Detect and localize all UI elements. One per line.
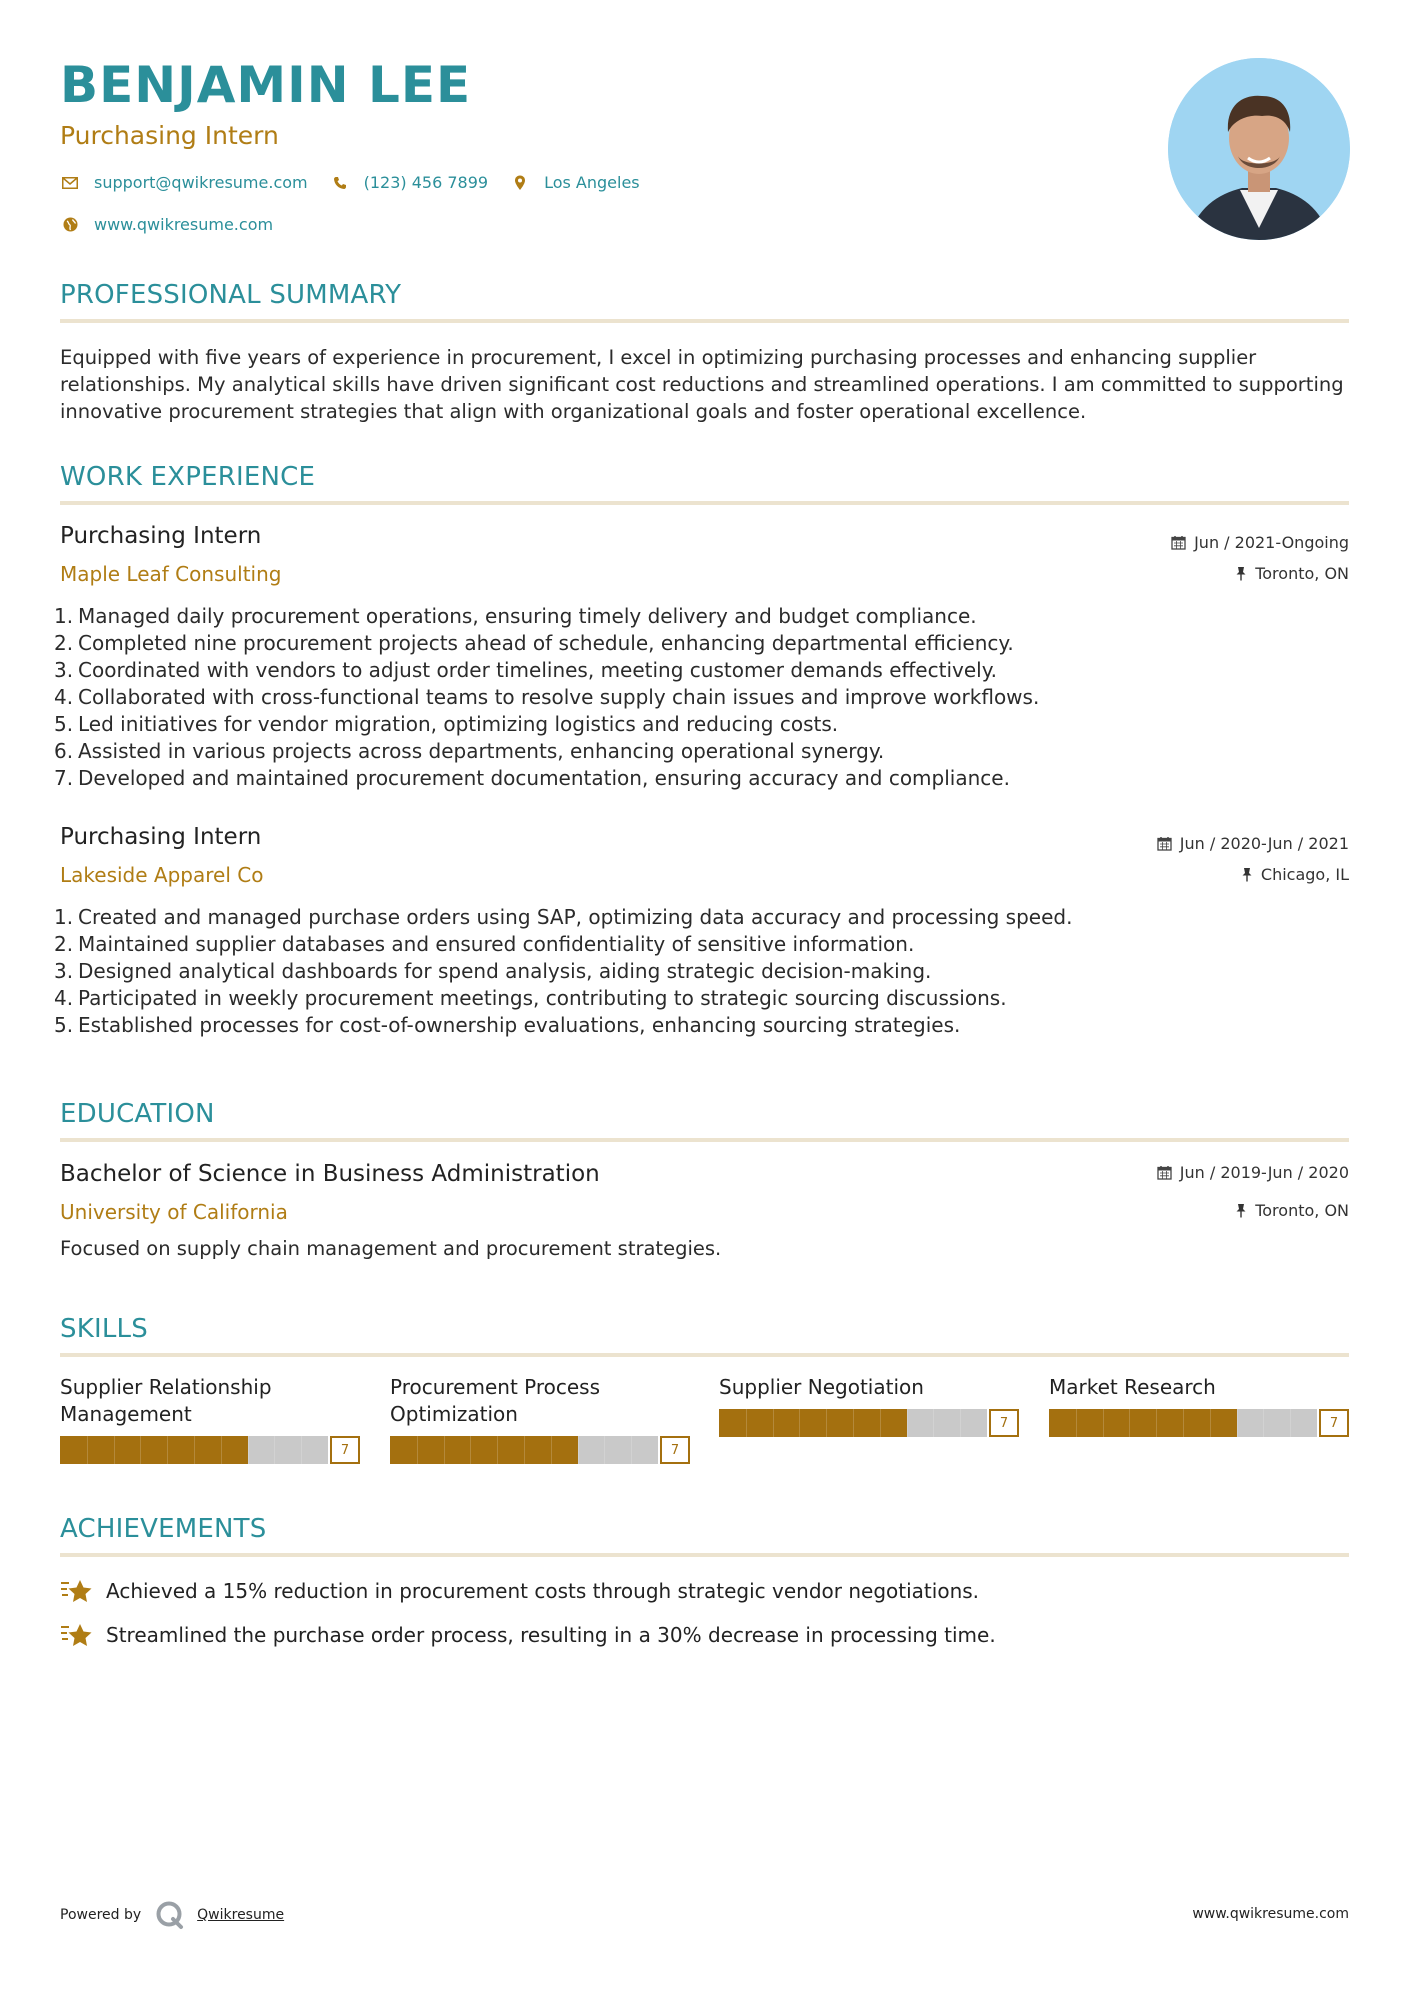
skill-bar-fill (60, 1436, 248, 1464)
calendar-icon (1157, 836, 1172, 851)
map-pin-icon (510, 175, 530, 191)
achievement-item (60, 1620, 996, 1650)
qwikresume-logo-icon (155, 1900, 185, 1930)
list-item: Developed and maintained procurement documentation, ensuring accuracy and compliance. (78, 766, 1010, 790)
skill-item (390, 1374, 690, 1464)
skill-level-badge: 7 (1319, 1409, 1349, 1437)
website-row (60, 215, 295, 234)
skill-bar-segment (578, 1436, 579, 1464)
list-item: Coordinated with vendors to adjust order timelines, meeting customer demands effectively. (78, 658, 998, 682)
education-divider (60, 1138, 1349, 1142)
job-location (1235, 564, 1349, 583)
skills-divider (60, 1353, 1349, 1357)
skill-bar-segment (551, 1436, 552, 1464)
achievements-heading: ACHIEVEMENTS (60, 1514, 267, 1544)
list-item: Participated in weekly procurement meetings, contributing to strategic sourcing discussions. (78, 986, 1007, 1010)
education-dates (1157, 1163, 1349, 1182)
degree-title: Bachelor of Science in Business Administration (60, 1161, 600, 1187)
job-title: Purchasing Intern (60, 824, 262, 850)
skill-bar-segment (1237, 1409, 1238, 1437)
skill-name: Supplier Relationship Management (60, 1375, 272, 1426)
job-location (1241, 865, 1349, 884)
pushpin-icon (1235, 566, 1247, 581)
experience-heading: WORK EXPERIENCE (60, 462, 316, 492)
list-item: Managed daily procurement operations, ensuring timely delivery and budget compliance. (78, 604, 977, 628)
list-item: Maintained supplier databases and ensured confidentiality of sensitive information. (78, 932, 915, 956)
job-dates-text: Jun / 2020-Jun / 2021 (1179, 834, 1349, 853)
skill-bar-track (390, 1436, 658, 1464)
phone-item[interactable] (330, 173, 488, 192)
skill-bar-segment (87, 1436, 88, 1464)
skill-bar-segment (853, 1409, 854, 1437)
summary-text: Equipped with five years of experience in procurement, I excel in optimizing purchasing processes and enhancing supplier relationships. My analytical skills have driven significant cost reductions and streamlined operations. I am committed to supporting innovative procurement strategies that align with organizational goals and foster operational excellence. (60, 346, 1344, 423)
footer-url[interactable]: www.qwikresume.com (1192, 1906, 1349, 1922)
list-item: Led initiatives for vendor migration, optimizing logistics and reducing costs. (78, 712, 839, 736)
skill-bar-segment (1210, 1409, 1211, 1437)
candidate-title: Purchasing Intern (60, 121, 279, 150)
skill-bar-segment (773, 1409, 774, 1437)
list-item: Created and managed purchase orders using SAP, optimizing data accuracy and processing speed. (78, 905, 1073, 929)
envelope-icon (60, 175, 80, 191)
footer-powered-by (60, 1900, 284, 1930)
calendar-icon (1171, 535, 1186, 550)
phone-text[interactable]: (123) 456 7899 (363, 173, 489, 192)
skill-bar-segment (1290, 1409, 1291, 1437)
skill-bar-segment (631, 1436, 632, 1464)
skills-heading: SKILLS (60, 1314, 148, 1344)
skill-level-bar (1049, 1409, 1349, 1437)
candidate-name: BENJAMIN LEE (60, 56, 472, 114)
qwikresume-link[interactable]: Qwikresume (197, 1907, 285, 1923)
location-item (510, 173, 640, 192)
skill-bar-segment (1129, 1409, 1130, 1437)
skill-bar-segment (799, 1409, 800, 1437)
skill-level-badge: 7 (330, 1436, 360, 1464)
job-location-text: Chicago, IL (1260, 865, 1349, 884)
skill-bar-segment (880, 1409, 881, 1437)
pushpin-icon (1241, 867, 1253, 882)
skill-bar-segment (524, 1436, 525, 1464)
education-location-text: Toronto, ON (1255, 1201, 1349, 1220)
achievement-item (60, 1576, 979, 1606)
skill-bar-segment (140, 1436, 141, 1464)
star-badge-icon (60, 1620, 94, 1650)
list-item: Established processes for cost-of-ownership evaluations, enhancing sourcing strategies. (78, 1013, 961, 1037)
skill-bar-segment (274, 1436, 275, 1464)
skill-bar-segment (1156, 1409, 1157, 1437)
education-dates-text: Jun / 2019-Jun / 2020 (1179, 1163, 1349, 1182)
skill-bar-segment (746, 1409, 747, 1437)
employer-name: Maple Leaf Consulting (60, 562, 282, 586)
skill-bar-segment (933, 1409, 934, 1437)
calendar-icon (1157, 1165, 1172, 1180)
skill-bar-segment (960, 1409, 961, 1437)
skill-item (719, 1374, 1019, 1437)
skill-bar-segment (221, 1436, 222, 1464)
skill-level-bar (719, 1409, 1019, 1437)
pushpin-icon (1235, 1203, 1247, 1218)
job-dates (1171, 533, 1349, 552)
skill-bar-fill (390, 1436, 578, 1464)
employer-name: Lakeside Apparel Co (60, 863, 264, 887)
skill-bar-track (1049, 1409, 1317, 1437)
skill-name: Procurement Process Optimization (390, 1375, 601, 1426)
powered-by-label: Powered by (60, 1907, 142, 1923)
profile-photo (1168, 58, 1350, 240)
skill-item (1049, 1374, 1349, 1437)
skill-bar-segment (907, 1409, 908, 1437)
skill-bar-segment (604, 1436, 605, 1464)
skill-level-badge: 7 (660, 1436, 690, 1464)
job-bullets (78, 904, 1072, 1039)
skill-bar-segment (1076, 1409, 1077, 1437)
school-name: University of California (60, 1200, 288, 1224)
contact-row (60, 173, 662, 192)
star-badge-icon (60, 1576, 94, 1606)
website-text[interactable]: www.qwikresume.com (94, 215, 274, 234)
achievements-divider (60, 1553, 1349, 1557)
list-item: Assisted in various projects across departments, enhancing operational synergy. (78, 739, 885, 763)
skill-level-bar (60, 1436, 360, 1464)
skill-bar-segment (1183, 1409, 1184, 1437)
summary-heading: PROFESSIONAL SUMMARY (60, 280, 402, 310)
experience-divider (60, 501, 1349, 505)
skill-bar-segment (826, 1409, 827, 1437)
skill-bar-segment (417, 1436, 418, 1464)
skill-bar-segment (1263, 1409, 1264, 1437)
skill-level-badge: 7 (989, 1409, 1019, 1437)
skill-name: Market Research (1049, 1375, 1216, 1399)
skill-bar-fill (1049, 1409, 1237, 1437)
achievement-text: Achieved a 15% reduction in procurement costs through strategic vendor negotiations. (106, 1579, 980, 1603)
website-item[interactable] (60, 215, 273, 234)
skill-bar-fill (719, 1409, 907, 1437)
skill-level-bar (390, 1436, 690, 1464)
skill-bar-segment (248, 1436, 249, 1464)
job-dates (1157, 834, 1349, 853)
location-text: Los Angeles (544, 173, 640, 192)
skill-name: Supplier Negotiation (719, 1375, 924, 1399)
phone-icon (330, 175, 350, 191)
skill-bar-segment (444, 1436, 445, 1464)
skill-bar-segment (301, 1436, 302, 1464)
summary-divider (60, 319, 1349, 323)
list-item: Collaborated with cross-functional teams to resolve supply chain issues and improve workflows. (78, 685, 1040, 709)
list-item: Designed analytical dashboards for spend analysis, aiding strategic decision-making. (78, 959, 932, 983)
job-dates-text: Jun / 2021-Ongoing (1194, 533, 1349, 552)
job-title: Purchasing Intern (60, 523, 262, 549)
email-item[interactable] (60, 173, 308, 192)
job-location-text: Toronto, ON (1255, 564, 1349, 583)
skill-bar-track (60, 1436, 328, 1464)
education-description: Focused on supply chain management and procurement strategies. (60, 1237, 722, 1260)
education-location (1235, 1201, 1349, 1220)
skill-bar-segment (470, 1436, 471, 1464)
globe-icon (60, 217, 80, 233)
skill-bar-segment (194, 1436, 195, 1464)
achievement-text: Streamlined the purchase order process, resulting in a 30% decrease in processing time. (106, 1623, 996, 1647)
job-bullets (78, 603, 1039, 792)
skill-bar-segment (1103, 1409, 1104, 1437)
skill-bar-segment (114, 1436, 115, 1464)
skill-item (60, 1374, 360, 1464)
skill-bar-segment (167, 1436, 168, 1464)
email-text[interactable]: support@qwikresume.com (94, 173, 308, 192)
list-item: Completed nine procurement projects ahead of schedule, enhancing departmental efficiency. (78, 631, 1014, 655)
skill-bar-track (719, 1409, 987, 1437)
skill-bar-segment (497, 1436, 498, 1464)
education-heading: EDUCATION (60, 1099, 215, 1129)
